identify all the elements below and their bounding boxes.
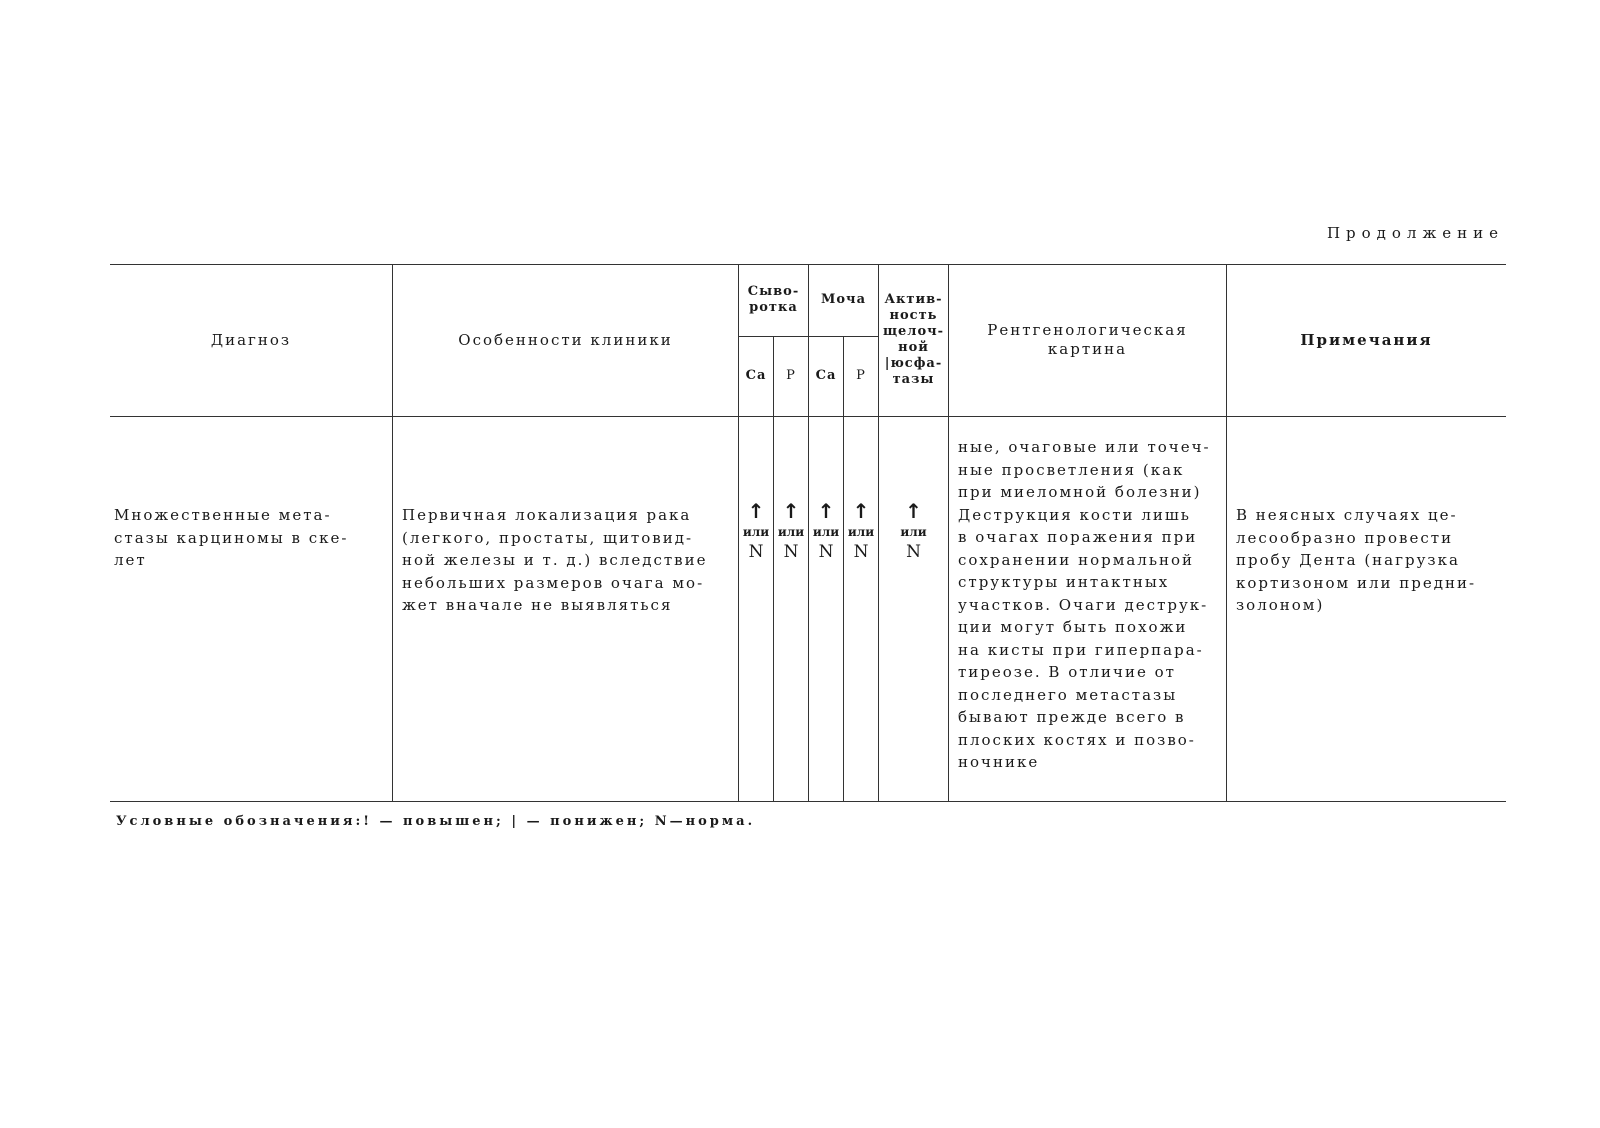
cell-serum-p: ↑ или N (777, 499, 805, 562)
header-serum-p: P (786, 368, 796, 383)
cell-urine-p: ↑ или N (847, 499, 875, 562)
cell-urine-ca: ↑ или N (812, 499, 840, 562)
cell-diagnosis: Множественные мета- стазы карциномы в ске- лет (114, 506, 349, 569)
increase-arrow-icon: ↑ (782, 499, 800, 523)
continuation-label: Продолжение (1326, 224, 1504, 242)
header-notes: Примечания (1300, 330, 1433, 349)
legend: Условные обозначения:! — повышен; | — понижен; N—норма. (116, 814, 756, 829)
header-urine-p: P (856, 368, 866, 383)
cell-clinical: Первичная локализация рака (легкого, простаты, щитовид- ной железы и т. д.) вследствие небольших размеров очага мо- жет вначале не выявляться (402, 506, 708, 614)
header-serum-ca: Ca (745, 368, 767, 383)
increase-arrow-icon: ↑ (817, 499, 835, 523)
header-clinical: Особенности клиники (458, 330, 673, 349)
header-urine: Моча (821, 292, 866, 307)
cell-serum-ca: ↑ или N (742, 499, 770, 562)
data-table (110, 264, 1506, 802)
header-xray: Рентгенологическая картина (987, 321, 1188, 358)
header-alkaline-phosphatase: Актив- ность щелоч- ной |юсфа- тазы (882, 292, 945, 387)
increase-arrow-icon: ↑ (747, 499, 765, 523)
increase-arrow-icon: ↑ (852, 499, 870, 523)
cell-notes: В неясных случаях це- лесообразно провести пробу Дента (нагрузка кортизоном или предни- золоном) (1236, 506, 1477, 614)
increase-arrow-icon: ↑ (905, 499, 922, 523)
header-diagnosis: Диагноз (210, 330, 292, 349)
header-urine-ca: Ca (815, 368, 837, 383)
header-serum: Сыво- ротка (747, 284, 800, 315)
cell-alkaline-phosphatase: ↑ или N (900, 499, 927, 562)
cell-xray: ные, очаговые или точеч- ные просветления (как при миеломной болезни) Деструкция кости лишь в очагах поражения при сохранении нормальной структуры интактных участков. Очаги деструк- ции могут быть похожи на кисты при гиперпара- тиреозе. В отличие от последнего метастазы бывают прежде всего в плоских костях и позво- ночнике (958, 438, 1211, 771)
